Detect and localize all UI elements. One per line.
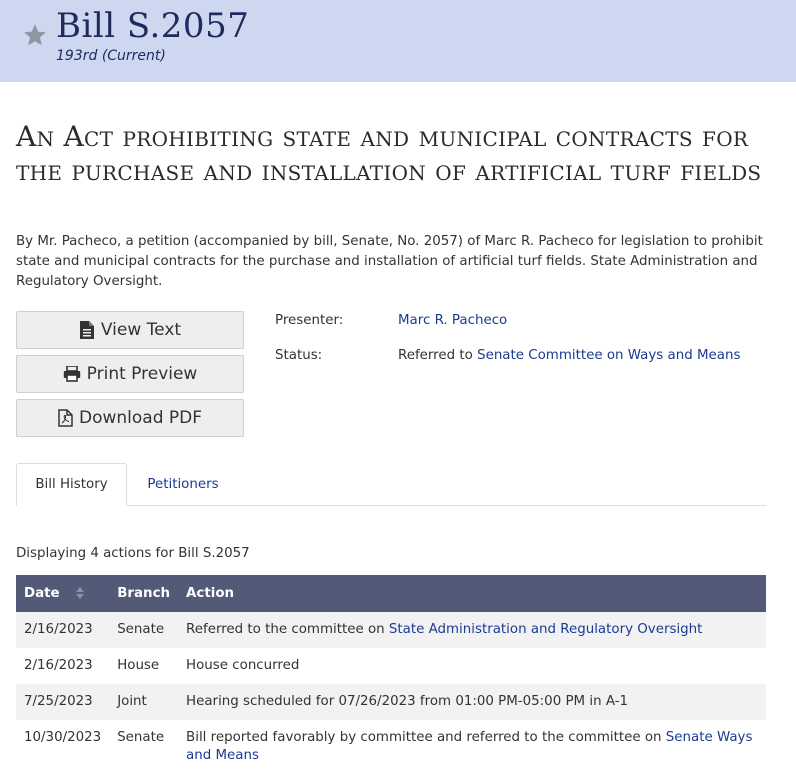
row-branch: Joint	[117, 694, 147, 709]
action-text: Bill reported favorably by committee and referred to the committee on	[186, 730, 666, 745]
row-action	[178, 612, 766, 648]
action-text: House concurred	[186, 658, 300, 673]
bill-title: Bill S.2057	[56, 6, 250, 46]
sort-icon[interactable]	[76, 587, 84, 599]
bill-summary: By Mr. Pacheco, a petition (accompanied by bill, Senate, No. 2057) of Marc R. Pacheco for legislation to prohibit state and municipal contracts for the purchase and installation of artificial turf fields. State Administration and Regulatory Oversight.	[16, 234, 763, 289]
row-action	[178, 648, 766, 684]
status-committee-link[interactable]: Senate Committee on Ways and Means	[477, 348, 741, 363]
action-text: Referred to the committee on	[186, 622, 389, 637]
print-preview-button[interactable]	[16, 355, 244, 393]
actions-count: Displaying 4 actions for Bill S.2057	[16, 546, 250, 561]
bill-history-table	[16, 575, 766, 774]
document-icon	[79, 321, 95, 339]
act-title: An Act prohibiting state and municipal contracts for the purchase and installation of artificial turf fields	[16, 120, 762, 187]
row-date: 2/16/2023	[24, 622, 93, 637]
row-branch: Senate	[117, 622, 165, 637]
view-text-label: View Text	[100, 320, 182, 340]
row-date: 2/16/2023	[24, 658, 93, 673]
table-row	[16, 720, 766, 774]
row-action	[178, 720, 766, 774]
favorite-star-icon[interactable]	[22, 22, 48, 48]
page-banner	[0, 0, 796, 82]
table-header-row	[16, 575, 766, 612]
branch-column-header: Branch	[117, 586, 171, 601]
download-pdf-button[interactable]	[16, 399, 244, 437]
tab-petitioners[interactable]: Petitioners	[147, 476, 219, 492]
row-branch: House	[117, 658, 160, 673]
print-icon	[63, 366, 81, 382]
bill-tabs	[16, 463, 766, 506]
action-text: Hearing scheduled for 07/26/2023 from 01:00 PM-05:00 PM in A-1	[186, 694, 629, 709]
table-row	[16, 684, 766, 720]
presenter-label: Presenter:	[275, 313, 344, 328]
row-branch: Senate	[117, 730, 165, 745]
table-row	[16, 612, 766, 648]
action-committee-link[interactable]: State Administration and Regulatory Oversight	[388, 622, 703, 637]
row-action	[178, 684, 766, 720]
row-date: 10/30/2023	[24, 730, 102, 745]
view-text-button[interactable]	[16, 311, 244, 349]
action-committee-link[interactable]: Senate Ways and Means	[186, 730, 753, 763]
status-value	[398, 348, 740, 363]
tab-bill-history[interactable]: Bill History	[16, 463, 127, 506]
action-column-header: Action	[186, 586, 235, 601]
table-row	[16, 648, 766, 684]
pdf-icon	[58, 409, 73, 427]
row-date: 7/25/2023	[24, 694, 93, 709]
date-header-label: Date	[24, 586, 60, 601]
status-label: Status:	[275, 348, 323, 363]
print-preview-label: Print Preview	[86, 364, 198, 384]
status-prefix: Referred to	[398, 348, 478, 363]
session-label: 193rd (Current)	[56, 48, 166, 64]
download-pdf-label: Download PDF	[78, 408, 203, 428]
presenter-link[interactable]: Marc R. Pacheco	[398, 313, 508, 328]
date-column-header[interactable]	[16, 575, 109, 612]
